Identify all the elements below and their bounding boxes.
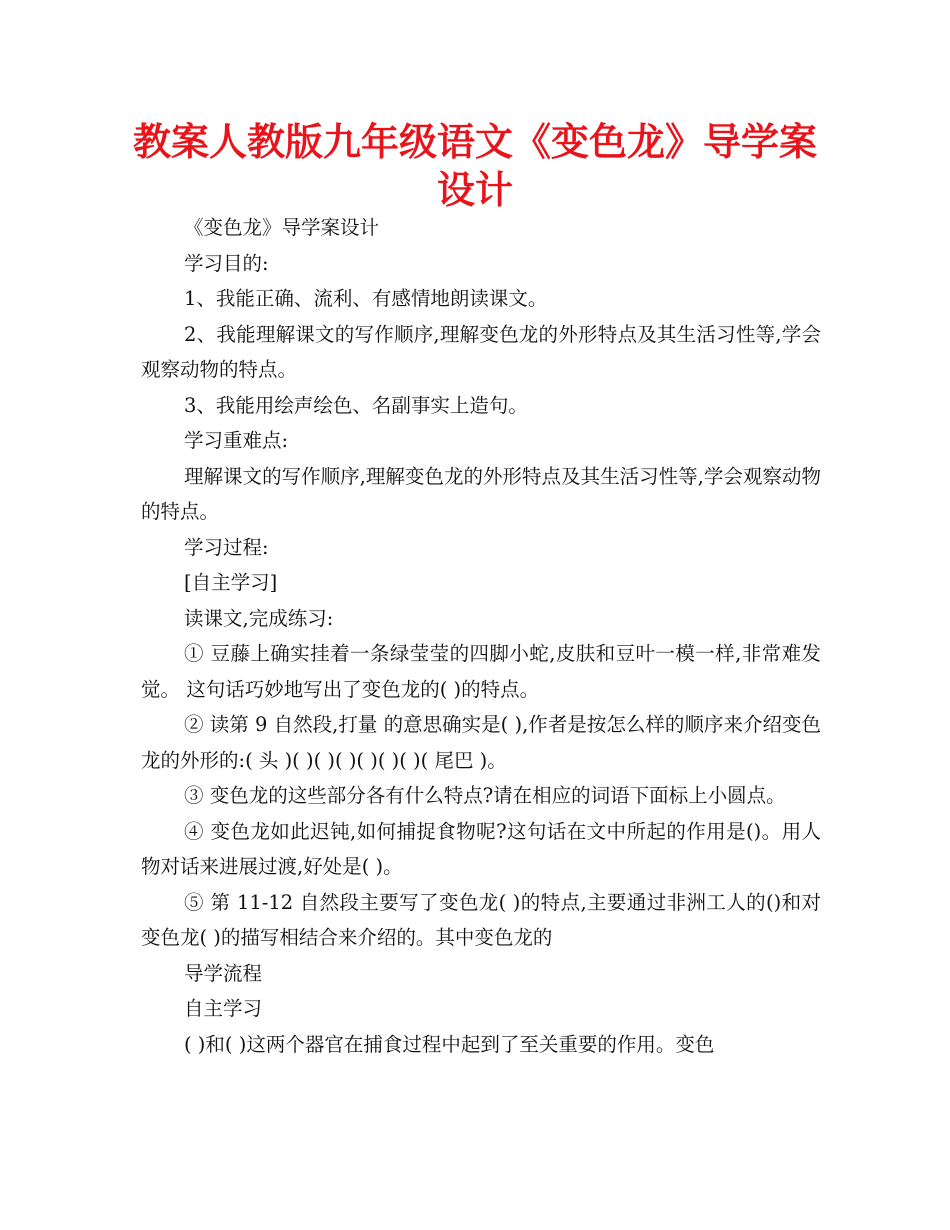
title-line-2: 设计	[436, 168, 513, 212]
document-title	[100, 118, 850, 214]
section-heading-objectives: 学习目的:	[184, 251, 269, 275]
self-study-heading: [自主学习]	[184, 571, 278, 594]
exercise-instruction: 读课文,完成练习:	[184, 606, 334, 630]
exercise-item-4: ④ 变色龙如此迟钝,如何捕捉食物呢?这句话在文中所起的作用是()。用人物对话来进展过渡,好处是( )。	[141, 819, 821, 878]
objective-item-3: 3、我能用绘声绘色、名副事实上造句。	[184, 393, 528, 417]
exercise-item-5: ⑤ 第 11-12 自然段主要写了变色龙( )的特点,主要通过非洲工人的()和对变色龙( )的描写相结合来介绍的。其中变色龙的	[141, 890, 821, 949]
exercise-item-2: ② 读第 9 自然段,打量 的意思确实是( ),作者是按怎么样的顺序来介绍变色龙的外形的:( 头 )( )( )( )( )( )( )( 尾巴 )。	[141, 713, 821, 772]
subtitle-paragraph: 《变色龙》导学案设计	[184, 216, 380, 239]
title-line-1: 教案人教版九年级语文《变色龙》导学案	[132, 120, 817, 164]
section-heading-process: 学习过程:	[184, 535, 269, 559]
self-study-label: 自主学习	[184, 997, 263, 1020]
section-heading-key-points: 学习重难点:	[184, 429, 289, 452]
objective-item-2: 2、我能理解课文的写作顺序,理解变色龙的外形特点及其生活习性等,学会观察动物的特点。	[141, 322, 821, 381]
document-body	[141, 210, 821, 1062]
objective-item-1: 1、我能正确、流利、有感情地朗读课文。	[184, 287, 548, 310]
continuation-paragraph: ( )和( )这两个器官在捕食过程中起到了至关重要的作用。变色	[184, 1032, 715, 1056]
key-points-paragraph: 理解课文的写作顺序,理解变色龙的外形特点及其生活习性等,学会观察动物的特点。	[141, 464, 821, 523]
exercise-item-1: ① 豆藤上确实挂着一条绿莹莹的四脚小蛇,皮肤和豆叶一模一样,非常难发觉。 这句话巧妙地写出了变色龙的( )的特点。	[141, 642, 821, 701]
exercise-item-3: ③ 变色龙的这些部分各有什么特点?请在相应的词语下面标上小圆点。	[184, 784, 786, 807]
flow-heading: 导学流程	[184, 961, 263, 985]
